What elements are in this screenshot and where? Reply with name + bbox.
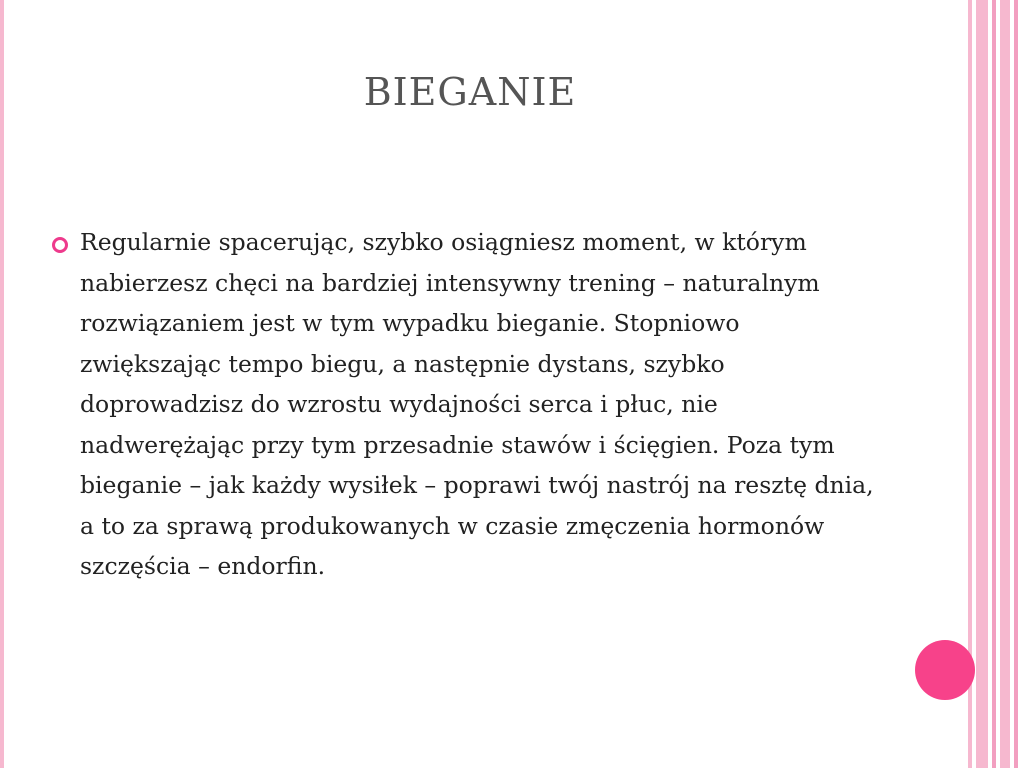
- bullet-text: Regularnie spacerując, szybko osiągniesz moment, w którym nabierzesz chęci na bardziej intensywny trening – naturalnym rozwiązaniem jest w tym wypadku bieganie. Stopniowo zwiększając tempo biegu, a następnie dystans, szybko doprowadzisz do wzrostu wydajności serca i płuc, nie nadwerężając przy tym przesadnie stawów i ścięgien. Poza tym bieganie – jak każdy wysiłek – poprawi twój nastrój na resztę dnia, a to za sprawą produkowanych w czasie zmęczenia hormonów szczęścia – endorfin.: [80, 228, 874, 580]
- stripe-4: [1000, 0, 1010, 768]
- bullet-item: [52, 222, 882, 587]
- slide-title: BIEGANIE: [363, 70, 577, 114]
- pink-circle-decoration: [915, 640, 975, 700]
- content-body: [52, 222, 882, 587]
- stripe-2: [976, 0, 988, 768]
- right-decorative-stripes: [968, 0, 1024, 768]
- left-border-line: [0, 0, 4, 768]
- stripe-5: [1014, 0, 1018, 768]
- stripe-3: [992, 0, 996, 768]
- ring-bullet-icon: [52, 237, 68, 253]
